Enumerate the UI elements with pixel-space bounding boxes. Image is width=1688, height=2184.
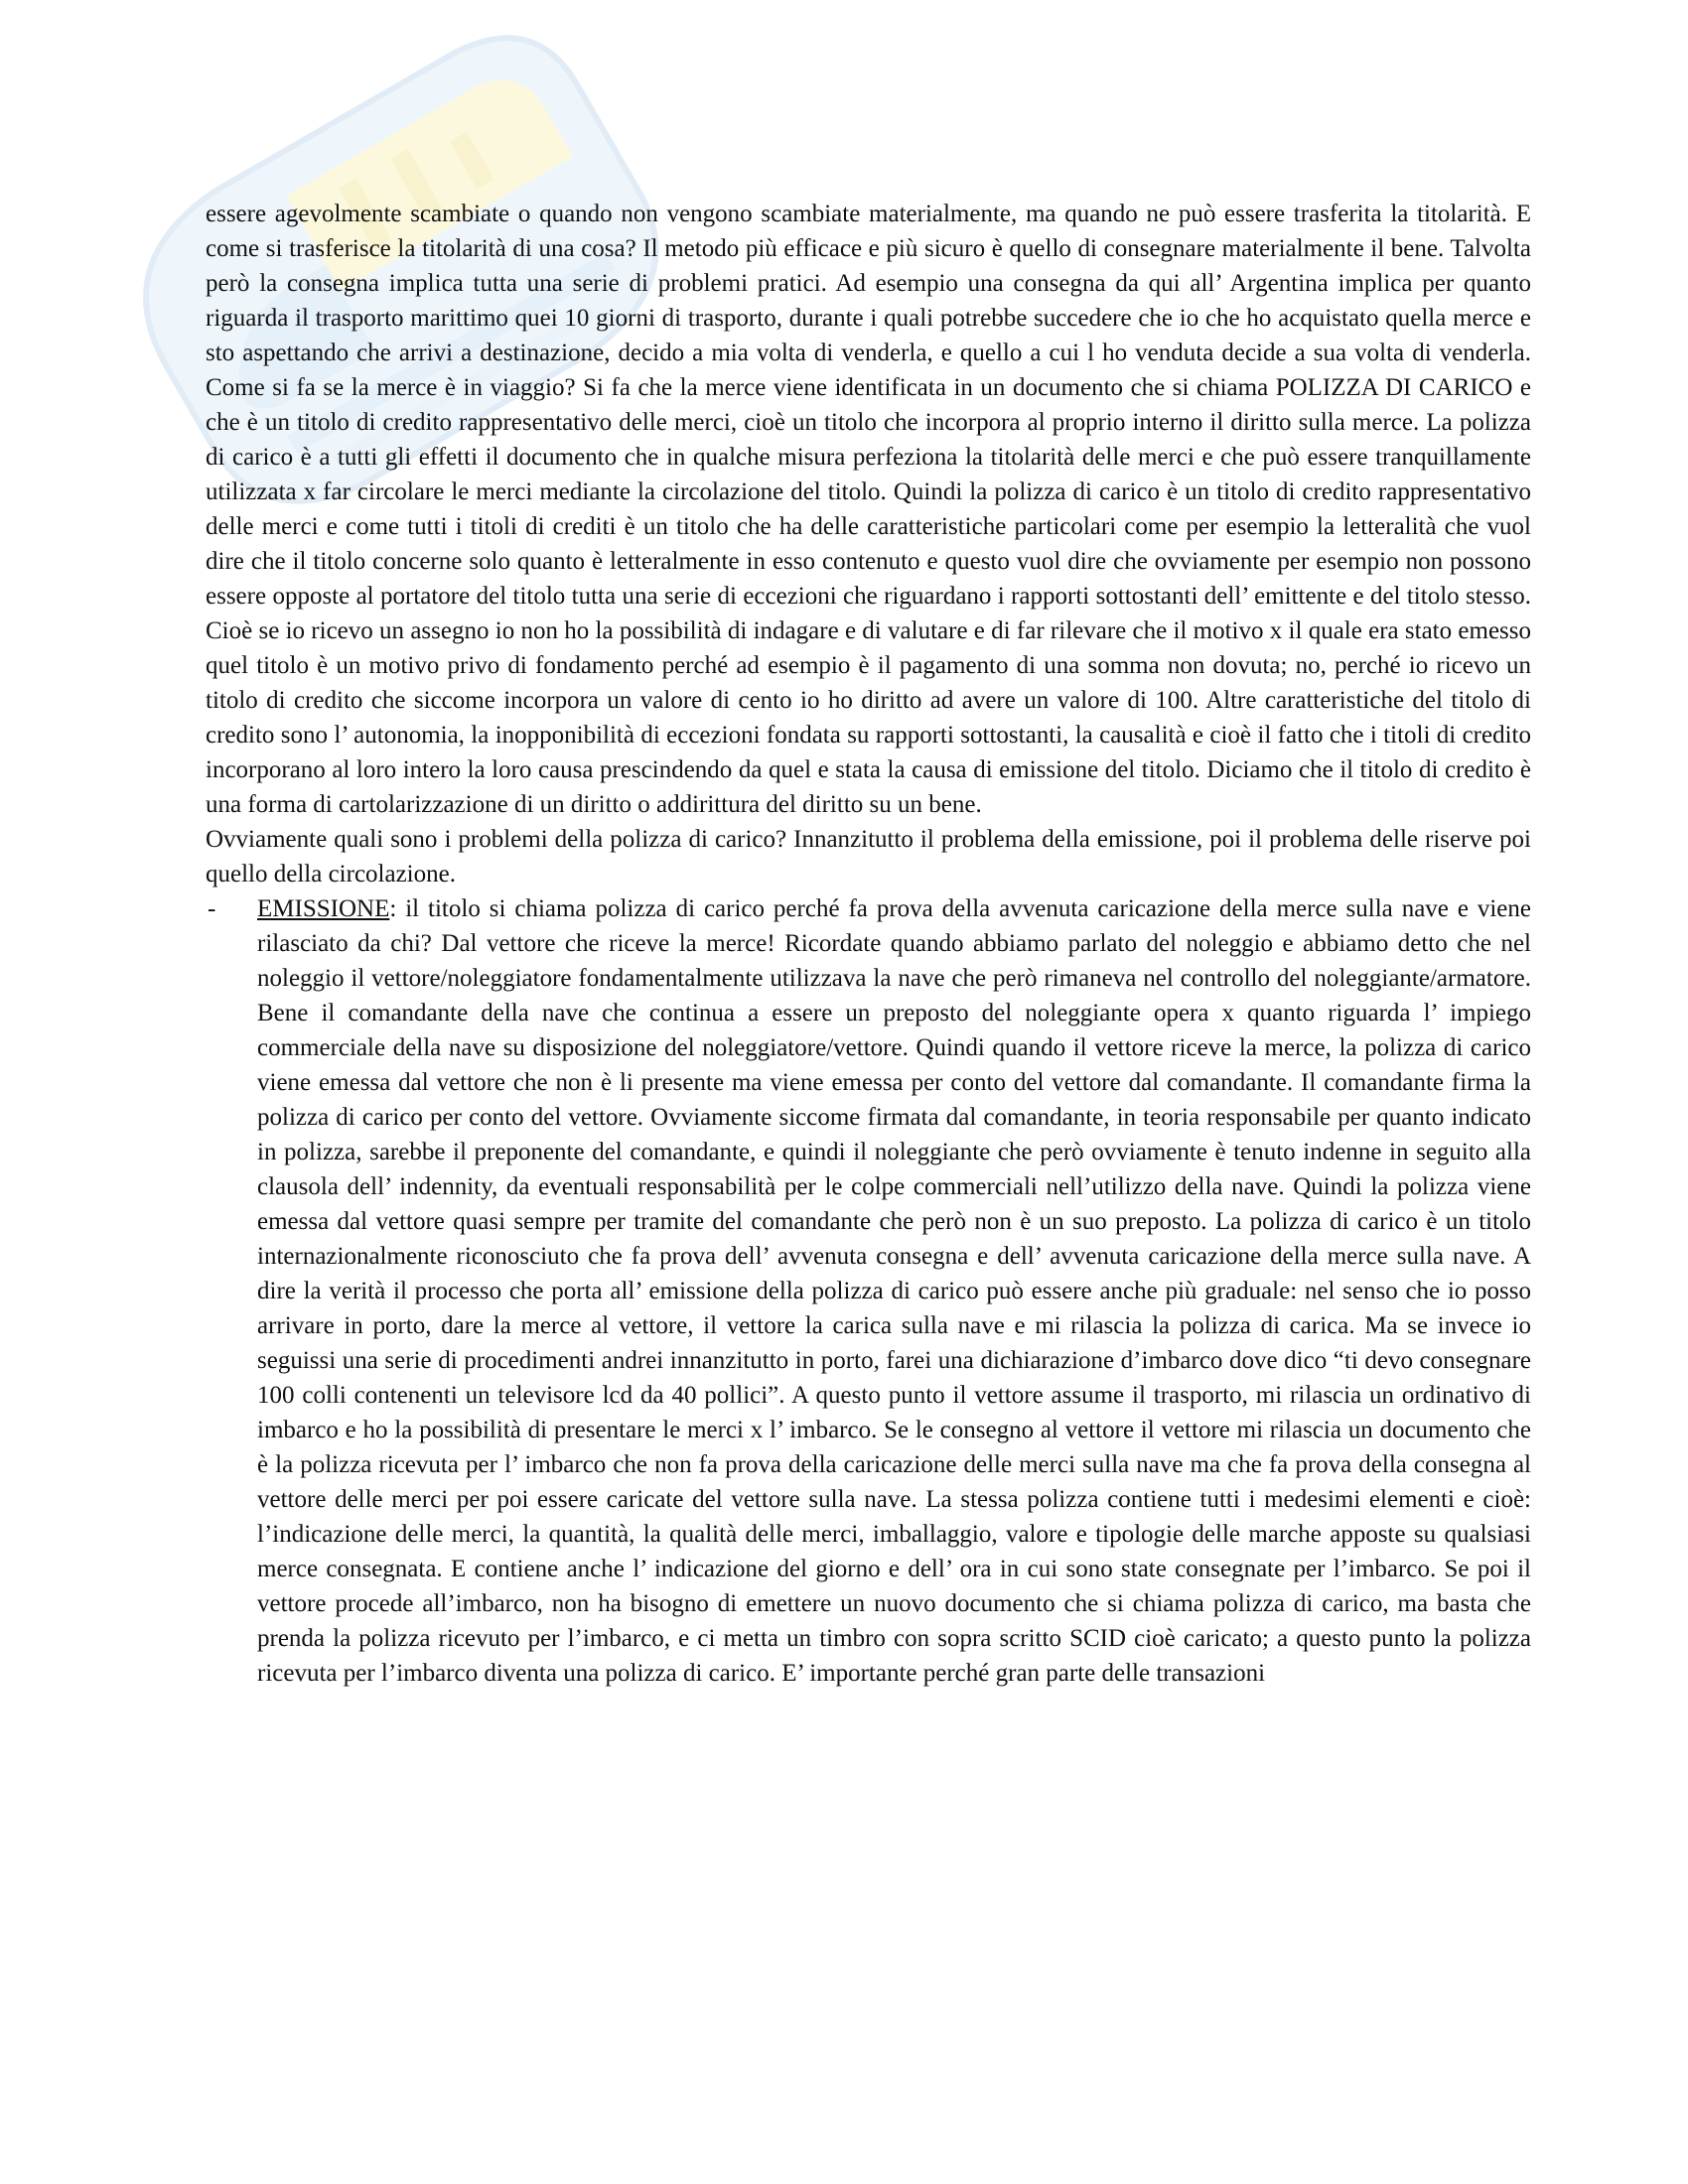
topic-list: [206, 891, 1531, 1691]
list-bullet: -: [208, 895, 216, 922]
list-item-text: : il titolo si chiama polizza di carico perché fa prova della avvenuta caricazione della merce sulla nave e viene rilasciato da chi? Dal vettore che riceve la merce! Ricordate quando abbiamo parlato del noleggio e abbiamo detto che nel noleggio il vettore/noleggiatore fondamentalmente utilizzava la nave che però rimaneva nel controllo del noleggiante/armatore. Bene il comandante della nave che continua a essere un preposto del noleggiante opera x quanto riguarda l’ impiego commerciale della nave su disposizione del noleggiatore/vettore. Quindi quando il vettore riceve la merce, la polizza di carico viene emessa dal vettore che non è li presente ma viene emessa per conto del vettore dal comandante. Il comandante firma la polizza di carico per conto del vettore. Ovviamente siccome firmata dal comandante, in teoria responsabile per quanto indicato in polizza, sarebbe il preponente del comandante, e quindi il noleggiante che però ovviamente è tenuto indenne in seguito alla clausola dell’ indennity, da eventuali responsabilità per le colpe commerciali nell’utilizzo della nave. Quindi la polizza viene emessa dal vettore quasi sempre per tramite del comandante che però non è un suo preposto. La polizza di carico è un titolo internazionalmente riconosciuto che fa prova dell’ avvenuta consegna e dell’ avvenuta caricazione della merce sulla nave. A dire la verità il processo che porta all’ emissione della polizza di carico può essere anche più graduale: nel senso che io posso arrivare in porto, dare la merce al vettore, il vettore la carica sulla nave e mi rilascia la polizza di carica. Ma se invece io seguissi una serie di procedimenti andrei innanzitutto in porto, farei una dichiarazione d’imbarco dove dico “ti devo consegnare 100 colli contenenti un televisore lcd da 40 pollici”. A questo punto il vettore assume il trasporto, mi rilascia un ordinativo di imbarco e ho la possibilità di presentare le merci x l’ imbarco. Se le consegno al vettore il vettore mi rilascia un documento che è la polizza ricevuta per l’ imbarco che non fa prova della caricazione delle merci sulla nave ma che fa prova della consegna al vettore delle merci per poi essere caricate del vettore sulla nave. La stessa polizza contiene tutti i medesimi elementi e cioè: l’indicazione delle merci, la quantità, la qualità delle merci, imballaggio, valore e tipologie delle marche apposte su qualsiasi merce consegnata. E contiene anche l’ indicazione del giorno e dell’ ora in cui sono state consegnate per l’imbarco. Se poi il vettore procede all’imbarco, non ha bisogno di emettere un nuovo documento che si chiama polizza di carico, ma basta che prenda la polizza ricevuto per l’imbarco, e ci metta un timbro con sopra scritto SCID cioè caricato; a questo punto la polizza ricevuta per l’imbarco diventa una polizza di carico. E’ importante perché gran parte delle transazioni: [257, 895, 1531, 1687]
term-emissione: EMISSIONE: [257, 895, 390, 922]
document-body: [206, 197, 1531, 1691]
paragraph-problems: Ovviamente quali sono i problemi della polizza di carico? Innanzitutto il problema della emissione, poi il problema delle riserve poi quello della circolazione.: [206, 826, 1531, 887]
list-item-emissione: [206, 891, 1531, 1691]
paragraph-intro: essere agevolmente scambiate o quando non vengono scambiate materialmente, ma quando ne può essere trasferita la titolarità. E come si trasferisce la titolarità di una cosa? Il metodo più efficace e più sicuro è quello di consegnare materialmente il bene. Talvolta però la consegna implica tutta una serie di problemi pratici. Ad esempio una consegna da qui all’ Argentina implica per quanto riguarda il trasporto marittimo quei 10 giorni di trasporto, durante i quali potrebbe succedere che io che ho acquistato quella merce e sto aspettando che arrivi a destinazione, decido a mia volta di venderla, e quello a cui l ho venduta decide a sua volta di venderla. Come si fa se la merce è in viaggio? Si fa che la merce viene identificata in un documento che si chiama POLIZZA DI CARICO e che è un titolo di credito rappresentativo delle merci, cioè un titolo che incorpora al proprio interno il diritto sulla merce. La polizza di carico è a tutti gli effetti il documento che in qualche misura perfeziona la titolarità delle merci e che può essere tranquillamente utilizzata x far circolare le merci mediante la circolazione del titolo. Quindi la polizza di carico è un titolo di credito rappresentativo delle merci e come tutti i titoli di crediti è un titolo che ha delle caratteristiche particolari come per esempio la letteralità che vuol dire che il titolo concerne solo quanto è letteralmente in esso contenuto e questo vuol dire che ovviamente per esempio non possono essere opposte al portatore del titolo tutta una serie di eccezioni che riguardano i rapporti sottostanti dell’ emittente e del titolo stesso. Cioè se io ricevo un assegno io non ho la possibilità di indagare e di valutare e di far rilevare che il motivo x il quale era stato emesso quel titolo è un motivo privo di fondamento perché ad esempio è il pagamento di una somma non dovuta; no, perché io ricevo un titolo di credito che siccome incorpora un valore di cento io ho diritto ad avere un valore di 100. Altre caratteristiche del titolo di credito sono l’ autonomia, la inopponibilità di eccezioni fondata su rapporti sottostanti, la causalità e cioè il fatto che i titoli di credito incorporano al loro intero la loro causa prescindendo da quel e stata la causa di emissione del titolo. Diciamo che il titolo di credito è una forma di cartolarizzazione di un diritto o addirittura del diritto su un bene.: [206, 201, 1531, 818]
